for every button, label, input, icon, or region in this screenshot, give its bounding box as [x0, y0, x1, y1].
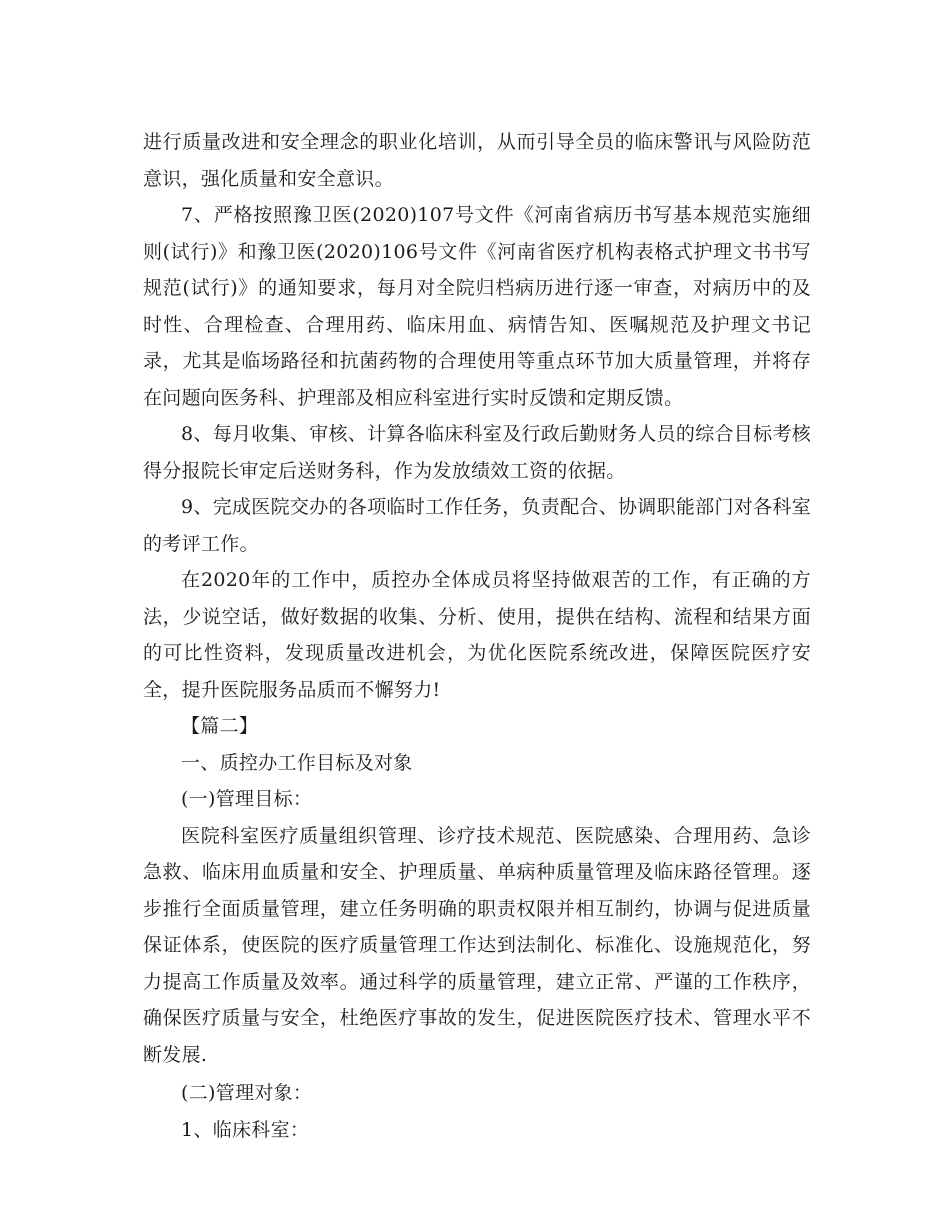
section-heading-part-two: 【篇二】	[181, 715, 259, 737]
paragraph-item-9: 9、完成医院交办的各项临时工作任务，负责配合、协调职能部门对各科室的考评工作。	[143, 496, 811, 555]
paragraph-2020-plan: 在2020年的工作中，质控办全体成员将坚持做艰苦的工作，有正确的方法，少说空话，做好数据的收集、分析、使用，提供在结构、流程和结果方面的可比性资料，发现质量改进机会，为优化医院系统改进，保障医院医疗安全，提升医院服务品质而不懈努力!	[143, 569, 811, 701]
paragraph-item-7: 7、严格按照豫卫医(2020)107号文件《河南省病历书写基本规范实施细则(试行)》和豫卫医(2020)106号文件《河南省医疗机构表格式护理文书书写规范(试行)》的通知要求，每月对全院归档病历进行逐一审查，对病历中的及时性、合理检查、合理用药、临床用血、病情告知、医嘱规范及护理文书记录，尤其是临场路径和抗菌药物的合理使用等重点环节加大质量管理，并将存在问题向医务科、护理部及相应科室进行实时反馈和定期反馈。	[143, 204, 811, 409]
paragraph-item-8: 8、每月收集、审核、计算各临床科室及行政后勤财务人员的综合目标考核得分报院长审定后送财务科，作为发放绩效工资的依据。	[143, 423, 811, 482]
paragraph-training: 进行质量改进和安全理念的职业化培训，从而引导全员的临床警讯与风险防范意识，强化质量和安全意识。	[143, 131, 811, 190]
subheading-management-targets: (二)管理对象：	[181, 1082, 313, 1104]
document-body	[143, 124, 811, 1148]
heading-goals-and-targets: 一、质控办工作目标及对象	[181, 751, 413, 774]
list-item-clinical-departments: 1、临床科室：	[181, 1118, 310, 1141]
paragraph-management-goals: 医院科室医疗质量组织管理、诊疗技术规范、医院感染、合理用药、急诊急救、临床用血质量和安全、护理质量、单病种质量管理及临床路径管理。逐步推行全面质量管理，建立任务明确的职责权限并相互制约，协调与促进质量保证体系，使医院的医疗质量管理工作达到法制化、标准化、设施规范化，努力提高工作质量及效率。通过科学的质量管理，建立正常、严谨的工作秩序，确保医疗质量与安全，杜绝医疗事故的发生，促进医院医疗技术、管理水平不断发展.	[143, 824, 811, 1066]
subheading-management-goals: (一)管理目标：	[181, 788, 313, 810]
